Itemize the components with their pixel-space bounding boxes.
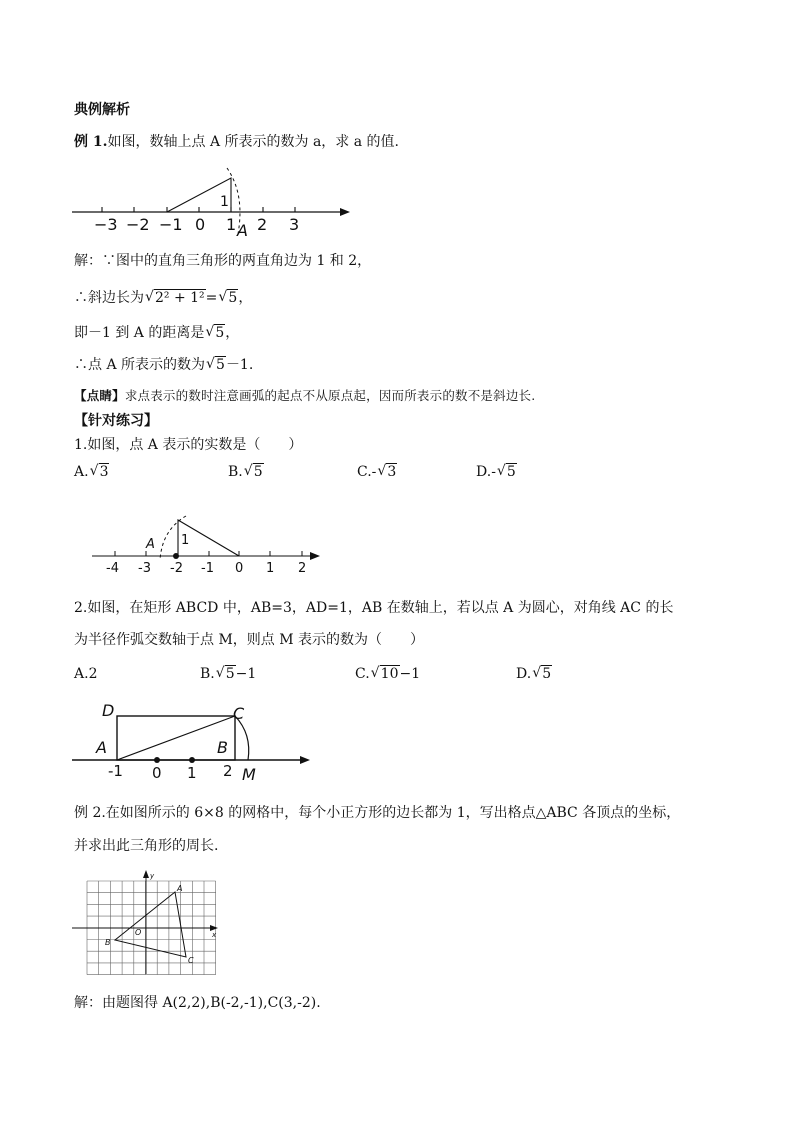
q1-fig-tick: -4 — [106, 561, 119, 576]
radicand: 10 — [380, 666, 399, 682]
q2-label-c: C — [233, 704, 245, 723]
solution-1-text: 即－1 到 A 的距离是 — [74, 325, 205, 341]
q2-option-b[interactable] — [200, 664, 256, 684]
radicand: 5 — [225, 666, 235, 682]
q2-option-d[interactable] — [516, 664, 552, 684]
sqrt-expression: √ 5 — [206, 356, 225, 373]
q1-fig-tick: 0 — [235, 561, 244, 576]
q2-label-a: A — [96, 738, 107, 757]
q2-fig-tick: 2 — [223, 762, 233, 780]
sqrt-expression: √ 10 — [370, 665, 399, 682]
radicand: 5 — [253, 464, 263, 480]
sqrt-expression: √ 5 — [243, 463, 263, 480]
q2-label-d: D — [102, 701, 115, 720]
sqrt-expression: √ 5 — [532, 665, 552, 682]
solution-1-line3 — [74, 323, 239, 343]
example-2-line1: 例 2.在如图所示的 6×8 的网格中，每个小正方形的边长都为 1，写出格点△ABC 各顶点的坐标， — [74, 805, 681, 821]
q2-fig-tick: -1 — [108, 762, 123, 780]
grid-label-c: C — [188, 956, 194, 965]
punctuation: ， — [238, 290, 253, 306]
negative-sign: - — [371, 464, 377, 480]
fig1-tick: −2 — [126, 215, 150, 234]
punctuation: ， — [225, 325, 240, 341]
sqrt-expression: √ 5 — [205, 324, 225, 341]
fig1-height-label: 1 — [220, 194, 229, 210]
q1-option-b[interactable] — [228, 462, 264, 482]
equals-sign: = — [205, 290, 218, 306]
q2-option-a[interactable] — [74, 664, 97, 684]
radicand: 5 — [215, 325, 225, 341]
q2-figure — [70, 700, 320, 788]
radicand: 5 — [216, 357, 225, 373]
sqrt-expression: √ 5 — [496, 463, 516, 480]
example-2-line2: 并求出此三角形的周长. — [74, 838, 219, 854]
q2-fig-tick: 1 — [187, 764, 197, 782]
radicand: 3 — [387, 464, 397, 480]
option-letter: C. — [357, 464, 372, 480]
sqrt-expression: √ 2² + 1² — [145, 289, 205, 306]
fig1-point-label: A — [237, 221, 248, 240]
question-1-text: 1.如图，点 A 表示的实数是（ ） — [74, 437, 303, 453]
q1-fig-tick: -3 — [138, 561, 151, 576]
fig1-tick: 1 — [226, 215, 237, 234]
sqrt-expression: √ 5 — [215, 665, 235, 682]
tip-note — [74, 386, 535, 406]
solution-2: 解：由题图得 A(2,2),B(-2,-1),C(3,-2). — [74, 995, 321, 1011]
q1-option-a[interactable] — [74, 462, 109, 482]
q2-label-m: M — [242, 765, 256, 784]
option-letter: D. — [476, 464, 492, 480]
grid-axis-x-label: x — [212, 931, 217, 939]
option-letter: A. — [74, 464, 89, 480]
solution-1-text: ∴斜边长为 — [74, 290, 144, 306]
radicand: 5 — [228, 290, 238, 306]
q1-fig-tick: -2 — [170, 561, 183, 576]
q1-option-d[interactable] — [476, 462, 517, 482]
example-1-text: 如图，数轴上点 A 所表示的数为 a，求 a 的值. — [107, 134, 400, 150]
fig1-tick: 3 — [289, 215, 300, 234]
option-letter: B. — [228, 464, 243, 480]
q1-figure — [90, 510, 330, 578]
grid-label-origin: O — [135, 928, 142, 937]
solution-1-answer-tail: －1. — [225, 357, 254, 373]
fig1-tick: −3 — [94, 215, 118, 234]
grid-axis-y-label: y — [150, 872, 155, 880]
option-letter: A. — [74, 666, 89, 682]
q2-label-b: B — [217, 738, 228, 757]
question-2-line1: 2.如图，在矩形 ABCD 中，AB=3，AD=1，AB 在数轴上，若以点 A 为圆心，对角线 AC 的长 — [74, 600, 674, 616]
fig1-tick: 2 — [257, 215, 268, 234]
radicand: 3 — [99, 464, 109, 480]
sqrt-expression: √ 5 — [218, 289, 238, 306]
option-letter: D. — [516, 666, 532, 682]
grid-label-b: B — [105, 938, 111, 947]
radicand: 2² + 1² — [155, 290, 205, 306]
negative-sign: - — [491, 464, 496, 480]
question-2-line2: 为半径作弧交数轴于点 M，则点 M 表示的数为（ ） — [74, 632, 425, 648]
q2-fig-tick: 0 — [152, 764, 162, 782]
option-text: 2 — [88, 666, 98, 682]
example-1-figure — [70, 162, 360, 242]
radicand: 5 — [542, 666, 552, 682]
sqrt-expression: √ 3 — [89, 463, 109, 480]
practice-header: 【针对练习】 — [74, 413, 158, 429]
solution-1-line4 — [74, 355, 253, 375]
tip-tag: 【点睛】 — [74, 388, 125, 403]
section-title: 典例解析 — [74, 102, 130, 118]
solution-1-line2 — [74, 288, 252, 308]
q2-option-c[interactable] — [355, 664, 420, 684]
option-tail: −1 — [399, 666, 421, 682]
q1-fig-tick: -1 — [201, 561, 214, 576]
q1-option-c[interactable] — [357, 462, 397, 482]
radicand: 5 — [506, 464, 516, 480]
solution-1-line1: 解：∵图中的直角三角形的两直角边为 1 和 2， — [74, 253, 372, 269]
tip-text: 求点表示的数时注意画弧的起点不从原点起，因而所表示的数不是斜边长. — [124, 388, 536, 403]
option-letter: B. — [200, 666, 215, 682]
option-letter: C. — [355, 666, 370, 682]
example-1-label: 例 1. — [74, 134, 108, 150]
example-1 — [74, 132, 399, 152]
example-2-grid-figure — [72, 870, 222, 974]
option-tail: −1 — [235, 666, 257, 682]
q1-fig-tick: 1 — [266, 561, 275, 576]
q1-fig-tick: 2 — [298, 561, 307, 576]
fig1-tick: −1 — [159, 215, 183, 234]
solution-1-text: ∴点 A 所表示的数为 — [74, 357, 206, 373]
sqrt-expression: √ 3 — [377, 463, 397, 480]
q1-fig-point-label: A — [146, 537, 155, 552]
q1-fig-height-label: 1 — [181, 533, 190, 548]
grid-label-a: A — [177, 884, 183, 893]
fig1-tick: 0 — [195, 215, 206, 234]
